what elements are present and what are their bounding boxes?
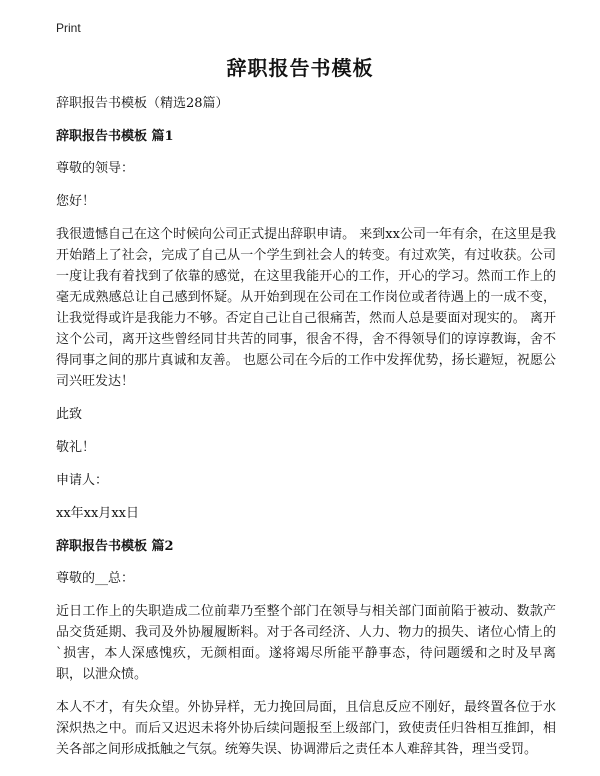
document-subtitle: 辞职报告书模板（精选28篇） (56, 96, 229, 111)
section-1-closing-1: 此致 (56, 407, 83, 422)
section-1-greeting: 尊敬的领导： (56, 161, 135, 176)
section-1-body: 我很遗憾自己在这个时候向公司正式提出辞职申请。 来到xx公司一年有余，在这里是我开始踏上了社会，完成了自己从一个学生到社会人的转变。有过欢笑，有过收获。公司一度让我有着找到了依靠的感觉，在这里我能开心的工作，开心的学习。然而工作上的毫无成熟感总让自己感到怀疑。从开始到现在公司在工作岗位或者待遇上的一成不变，让我觉得或许是我能力不够。否定自己让自己很痛苦，然而人总是要面对现实的。 离开这个公司，离开这些曾经同甘共苦的同事，很舍不得，舍不得领导们的谆谆教诲，舍不得同事之间的那片真诚和友善。 也愿公司在今后的工作中发挥优势，扬长避短，祝愿公司兴旺发达！ (56, 227, 556, 389)
section-1-applicant: 申请人： (56, 473, 109, 488)
section-2-greeting: 尊敬的__总： (56, 571, 135, 586)
section-2-paragraph-1: 近日工作上的失职造成二位前辈乃至整个部门在领导与相关部门面前陷于被动、数款产品交货延期、我司及外协履履断料。对于各司经济、人力、物力的损失、诸位心情上的`损害，本人深感愧疚，无颜相面。遂将竭尽所能平静事态，待问题缓和之时及早离职，以泄众愤。 (56, 604, 556, 682)
section-1-heading: 辞职报告书模板 篇1 (56, 129, 174, 144)
section-1-date: xx年xx月xx日 (56, 506, 139, 521)
document-body (56, 93, 556, 772)
print-link[interactable]: Print (56, 21, 81, 35)
section-2-heading: 辞职报告书模板 篇2 (56, 539, 174, 554)
section-2-paragraph-2: 本人不才，有失众望。外协异样，无力挽回局面，且信息反应不刚好，最终置各位于水深炽热之中。而后又迟迟未将外协后续问题报至上级部门，致使责任归咎相互推卸，相关各部之间形成抵触之气氛。统筹失误、协调滞后之责任本人难辞其咎，理当受罚。 (56, 700, 556, 757)
section-1-hello: 您好！ (56, 194, 96, 209)
document-title: 辞职报告书模板 (226, 56, 374, 80)
section-1-closing-2: 敬礼！ (56, 440, 96, 455)
